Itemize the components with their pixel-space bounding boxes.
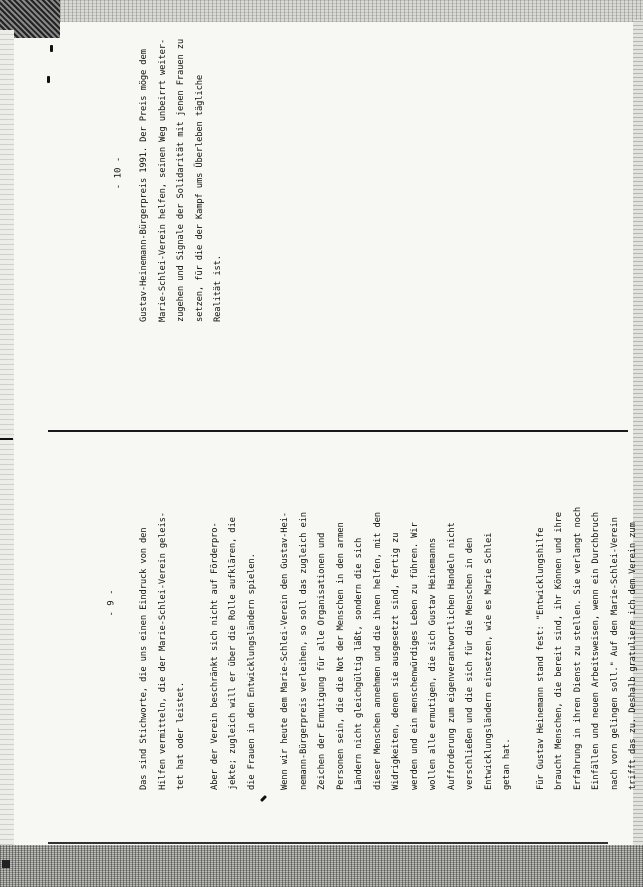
text-line: tet hat oder leistet.	[176, 681, 186, 790]
scan-edge-bottom	[0, 845, 643, 887]
text-line: Das sind Stichworte, die uns einen Eindruck von den	[139, 527, 149, 790]
paragraph	[532, 410, 643, 790]
text-line: Entwicklungsländern einsetzen, wie es Marie Schlei	[483, 532, 494, 790]
speck-mark	[47, 76, 50, 83]
text-line: verschließen und die sich für die Menschen in den	[465, 537, 475, 790]
text-line: Zeichen der Ermutigung für alle Organisationen und	[317, 532, 327, 790]
text-line: Erfahrung in ihren Dienst zu stellen. Sie verlangt noch	[572, 506, 583, 790]
text-line: zugehen und Signale der Solidarität mit jenen Frauen zu	[176, 38, 186, 322]
text-line: Realität ist.	[213, 255, 223, 322]
text-line: Aufforderung zum eigenverantwortlichen Handeln nicht	[446, 522, 457, 790]
text-line: Hilfen vermitteln, die der Marie-Schlei-Verein geleis-	[157, 512, 168, 790]
paragraph	[135, 410, 191, 790]
scan-edge-top	[0, 0, 643, 22]
speck-mark	[50, 45, 53, 52]
page-10-body	[135, 32, 243, 322]
binding-mark	[0, 438, 13, 440]
page-number-9: - 9 -	[106, 589, 117, 617]
text-line: Wenn wir heute dem Marie-Schlei-Verein den Gustav-Hei-	[280, 512, 290, 790]
text-line: Gustav-Heinemann-Bürgerpreis 1991. Der Preis möge dem	[139, 49, 149, 322]
text-line: die Frauen in den Entwicklungsländern spielen.	[246, 553, 257, 790]
text-line: Ländern nicht gleichgültig läßt, sondern die sich	[354, 537, 364, 790]
paragraph	[276, 410, 517, 790]
text-line: dieser Menschen annehmen und die ihnen helfen, mit den	[372, 512, 383, 790]
page-9-body	[135, 410, 643, 790]
text-line: jekte; zugleich will er über die Rolle aufklären, die	[228, 517, 238, 790]
page-bottom-rule	[48, 842, 608, 844]
text-line: setzen, für die der Kampf ums Überleben tägliche	[194, 74, 205, 322]
binding-mark	[2, 860, 10, 868]
text-line: getan hat.	[502, 738, 512, 790]
paragraph	[135, 32, 228, 322]
speck-mark	[260, 795, 267, 802]
text-line: nach vorn gelingen soll." Auf den Marie-Schlei-Verein	[609, 517, 620, 790]
text-line: Aber der Verein beschränkt sich nicht auf Förderpro-	[209, 522, 220, 790]
paragraph	[206, 410, 262, 790]
text-line: Einfällen und neuen Arbeitsweisen, wenn ein Durchbruch	[591, 512, 601, 790]
text-line: Personen sein, die die Not der Menschen in den armen	[335, 522, 346, 790]
text-line: braucht Menschen, die bereit sind, ihr Können und ihre	[554, 512, 564, 790]
page-number-10: - 10 -	[113, 156, 124, 190]
text-line: Widrigkeiten, denen sie ausgesetzt sind, fertig zu	[391, 532, 401, 790]
text-line: wollen alle ermutigen, die sich Gustav Heinemanns	[428, 537, 438, 790]
text-line: nemann-Bürgerpreis verleihen, so soll das zugleich ein	[298, 512, 309, 790]
text-line: trifft das zu. Deshalb gratuliere ich dem Verein zum	[628, 522, 638, 790]
text-line: werden und ein menschenwürdiges Leben zu führen. Wir	[409, 522, 420, 790]
text-line: Für Gustav Heinemann stand fest: "Entwicklungshilfe	[535, 527, 546, 790]
text-line: Marie-Schlei-Verein helfen, seinen Weg unbeirrt weiter-	[157, 38, 168, 322]
